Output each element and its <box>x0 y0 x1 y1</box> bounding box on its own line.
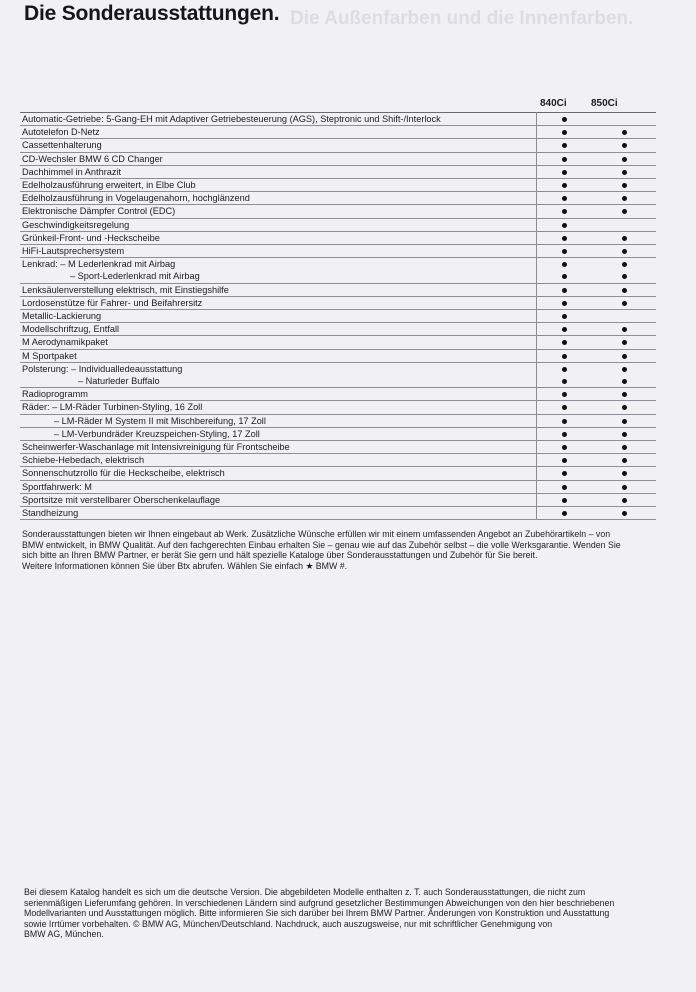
bullet-icon <box>622 130 627 135</box>
equipment-label-text: Lenkrad: – M Lederlenkrad mit Airbag <box>22 259 176 270</box>
equipment-label-text: – LM-Verbundräder Kreuzspeichen-Styling, 17 Zoll <box>54 428 260 439</box>
equipment-label <box>20 245 536 258</box>
table-row <box>20 507 656 520</box>
availability-850ci <box>592 179 656 192</box>
disclaimer-line: Bei diesem Katalog handelt es sich um die deutsche Version. Die abgebildeten Modelle enthalten z. T. auch Sonderausstattungen, die nicht zum <box>24 887 586 897</box>
table-row <box>20 165 656 178</box>
availability-840ci <box>536 179 592 192</box>
table-row <box>20 231 656 244</box>
availability-850ci <box>592 493 656 506</box>
bullet-icon <box>622 340 627 345</box>
bullet-icon <box>622 405 627 410</box>
bullet-icon <box>562 367 567 372</box>
bullet-icon <box>622 367 627 372</box>
availability-850ci <box>592 388 656 401</box>
availability-850ci <box>592 139 656 152</box>
availability-840ci <box>536 441 592 454</box>
equipment-label <box>20 493 536 506</box>
availability-850ci <box>592 205 656 218</box>
equipment-label-text: Geschwindigkeitsregelung <box>22 219 130 230</box>
footnote <box>22 529 662 571</box>
bullet-icon <box>622 327 627 332</box>
availability-850ci <box>592 283 656 296</box>
availability-850ci <box>592 480 656 493</box>
bullet-icon <box>622 458 627 463</box>
bullet-icon <box>562 274 567 279</box>
equipment-label <box>20 441 536 454</box>
bullet-icon <box>562 262 567 267</box>
bullet-icon <box>622 274 627 279</box>
availability-850ci <box>592 414 656 427</box>
equipment-label <box>20 192 536 205</box>
availability-850ci <box>592 165 656 178</box>
availability-840ci <box>536 270 592 283</box>
table-row <box>20 427 656 440</box>
equipment-label-text: – LM-Räder M System II mit Mischbereifung, 17 Zoll <box>54 415 266 426</box>
bullet-icon <box>562 157 567 162</box>
equipment-label <box>20 454 536 467</box>
bullet-icon <box>622 445 627 450</box>
bullet-icon <box>562 183 567 188</box>
equipment-label <box>20 336 536 349</box>
bullet-icon <box>562 223 567 228</box>
equipment-label-text: Polsterung: – Individualledeausstattung <box>22 363 183 374</box>
equipment-label <box>20 139 536 152</box>
availability-850ci <box>592 336 656 349</box>
bullet-icon <box>622 432 627 437</box>
bullet-icon <box>622 262 627 267</box>
bullet-icon <box>622 485 627 490</box>
bullet-icon <box>622 301 627 306</box>
equipment-label-text: Dachhimmel in Anthrazit <box>22 166 122 177</box>
availability-840ci <box>536 258 592 271</box>
availability-850ci <box>592 362 656 375</box>
availability-850ci <box>592 310 656 323</box>
table-row <box>20 362 656 375</box>
bullet-icon <box>622 511 627 516</box>
table-row <box>20 205 656 218</box>
equipment-label-text: Cassettenhalterung <box>22 140 102 151</box>
table-row <box>20 401 656 414</box>
equipment-label-text: Scheinwerfer-Waschanlage mit Intensivreinigung für Frontscheibe <box>22 442 290 453</box>
disclaimer <box>24 887 664 940</box>
equipment-label-text: Autotelefon D-Netz <box>22 127 100 138</box>
availability-840ci <box>536 310 592 323</box>
availability-850ci <box>592 218 656 231</box>
availability-850ci <box>592 441 656 454</box>
table-row <box>20 113 656 126</box>
disclaimer-line: serienmäßigen Lieferumfang gehören. In verschiedenen Ländern sind aufgrund gesetzlicher Bestimmungen Abweichungen von den hier beschriebenen <box>24 897 615 908</box>
availability-840ci <box>536 296 592 309</box>
bullet-icon <box>562 288 567 293</box>
bullet-icon <box>622 236 627 241</box>
availability-840ci <box>536 192 592 205</box>
footnote-line: BMW entwickelt, in BMW Qualität. Auf den fachgerechten Einbau erhalten Sie – genau wie auf das Zubehör selbst – die volle Werksgarantie. Wenden Sie <box>22 539 621 550</box>
equipment-label-text: Lenksäulenverstellung elektrisch, mit Einstiegshilfe <box>22 284 229 295</box>
availability-840ci <box>536 362 592 375</box>
equipment-label <box>20 375 536 388</box>
bullet-icon <box>562 117 567 122</box>
table-row <box>20 192 656 205</box>
bullet-icon <box>622 392 627 397</box>
availability-850ci <box>592 401 656 414</box>
page-title: Die Sonderausstattungen. <box>24 2 280 25</box>
availability-850ci <box>592 245 656 258</box>
availability-840ci <box>536 113 592 126</box>
availability-840ci <box>536 336 592 349</box>
column-header-850ci: 850Ci <box>591 98 618 109</box>
bullet-icon <box>622 419 627 424</box>
bullet-icon <box>562 498 567 503</box>
availability-840ci <box>536 218 592 231</box>
equipment-label <box>20 205 536 218</box>
availability-840ci <box>536 283 592 296</box>
disclaimer-line: BMW AG, München. <box>24 929 104 940</box>
bullet-icon <box>562 485 567 490</box>
disclaimer-line: sowie Irrtümer vorbehalten. © BMW AG, München/Deutschland. Nachdruck, auch auszugsweise, nur mit schriftlicher Genehmigung von <box>24 918 553 929</box>
equipment-label <box>20 388 536 401</box>
bullet-icon <box>562 143 567 148</box>
equipment-label-text: Sportsitze mit verstellbarer Oberschenkelauflage <box>22 494 221 505</box>
bullet-icon <box>622 379 627 384</box>
bullet-icon <box>562 405 567 410</box>
availability-840ci <box>536 245 592 258</box>
bullet-icon <box>562 170 567 175</box>
bullet-icon <box>562 458 567 463</box>
bullet-icon <box>562 392 567 397</box>
availability-840ci <box>536 454 592 467</box>
availability-850ci <box>592 231 656 244</box>
equipment-label <box>20 218 536 231</box>
equipment-label-text: – Sport-Lederlenkrad mit Airbag <box>70 271 200 282</box>
table-row <box>20 296 656 309</box>
bullet-icon <box>622 354 627 359</box>
bullet-icon <box>622 498 627 503</box>
equipment-label-text: – Naturleder Buffalo <box>78 376 160 387</box>
availability-840ci <box>536 323 592 336</box>
bullet-icon <box>562 471 567 476</box>
equipment-table-body <box>20 113 656 520</box>
equipment-label-text: Grünkeil-Front- und -Heckscheibe <box>22 232 160 243</box>
bullet-icon <box>562 314 567 319</box>
availability-840ci <box>536 414 592 427</box>
availability-850ci <box>592 113 656 126</box>
footnote-line: Weitere Informationen können Sie über Btx abrufen. Wählen Sie einfach ★ BMW #. <box>22 560 348 571</box>
equipment-label <box>20 414 536 427</box>
equipment-label <box>20 258 536 271</box>
bullet-icon <box>622 143 627 148</box>
availability-850ci <box>592 152 656 165</box>
availability-850ci <box>592 126 656 139</box>
bullet-icon <box>562 419 567 424</box>
availability-840ci <box>536 139 592 152</box>
availability-840ci <box>536 427 592 440</box>
table-row <box>20 126 656 139</box>
table-row <box>20 493 656 506</box>
availability-850ci <box>592 349 656 362</box>
equipment-label <box>20 283 536 296</box>
table-row <box>20 323 656 336</box>
availability-840ci <box>536 349 592 362</box>
equipment-label <box>20 165 536 178</box>
equipment-label-text: Sonnenschutzrollo für die Heckscheibe, elektrisch <box>22 468 225 479</box>
equipment-label-text: Schiebe-Hebedach, elektrisch <box>22 455 145 466</box>
availability-840ci <box>536 375 592 388</box>
equipment-label-text: Modellschriftzug, Entfall <box>22 324 120 335</box>
equipment-table <box>20 112 656 520</box>
availability-840ci <box>536 165 592 178</box>
availability-850ci <box>592 270 656 283</box>
equipment-label-text: Metallic-Lackierung <box>22 311 102 322</box>
equipment-label <box>20 231 536 244</box>
bullet-icon <box>622 170 627 175</box>
equipment-label <box>20 179 536 192</box>
table-row <box>20 139 656 152</box>
availability-840ci <box>536 126 592 139</box>
availability-840ci <box>536 467 592 480</box>
bullet-icon <box>562 130 567 135</box>
equipment-label-text: Edelholzausführung in Vogelaugenahorn, hochglänzend <box>22 193 250 204</box>
availability-850ci <box>592 192 656 205</box>
ghost-title: Die Außenfarben und die Innenfarben. <box>290 8 634 29</box>
table-row <box>20 480 656 493</box>
table-row <box>20 270 656 283</box>
bullet-icon <box>562 249 567 254</box>
availability-850ci <box>592 258 656 271</box>
equipment-label <box>20 467 536 480</box>
availability-850ci <box>592 454 656 467</box>
footnote-line: sich bitte an Ihren BMW Partner, er berät Sie gern und hält spezielle Kataloge über Sonderausstattungen und Zubehör für Sie bereit. <box>22 550 538 561</box>
equipment-label <box>20 362 536 375</box>
equipment-label <box>20 401 536 414</box>
equipment-label-text: M Aerodynamikpaket <box>22 337 108 348</box>
table-row <box>20 454 656 467</box>
equipment-label-text: Räder: – LM-Räder Turbinen-Styling, 16 Zoll <box>22 402 203 413</box>
table-row <box>20 336 656 349</box>
table-row <box>20 310 656 323</box>
availability-840ci <box>536 205 592 218</box>
table-row <box>20 258 656 271</box>
table-row <box>20 414 656 427</box>
equipment-label-text: Elektronische Dämpfer Control (EDC) <box>22 206 176 217</box>
equipment-label-text: Sportfahrwerk: M <box>22 481 92 492</box>
equipment-label <box>20 296 536 309</box>
column-header-840ci: 840Ci <box>540 98 567 109</box>
bullet-icon <box>622 249 627 254</box>
equipment-label-text: HiFi-Lautsprechersystem <box>22 246 125 257</box>
bullet-icon <box>622 209 627 214</box>
disclaimer-line: Modellvarianten und Ausstattungen möglich. Bitte informieren Sie sich darüber bei Ihrem BMW Partner. Änderungen von Konstruktion und Ausstattung <box>24 908 610 919</box>
table-row <box>20 152 656 165</box>
table-row <box>20 441 656 454</box>
bullet-icon <box>562 379 567 384</box>
availability-840ci <box>536 493 592 506</box>
availability-850ci <box>592 323 656 336</box>
equipment-label-text: Standheizung <box>22 508 79 519</box>
availability-850ci <box>592 507 656 520</box>
availability-840ci <box>536 152 592 165</box>
bullet-icon <box>562 511 567 516</box>
table-row <box>20 375 656 388</box>
equipment-label-text: Radioprogramm <box>22 389 88 400</box>
bullet-icon <box>562 196 567 201</box>
bullet-icon <box>562 327 567 332</box>
bullet-icon <box>562 301 567 306</box>
equipment-label-text: CD-Wechsler BMW 6 CD Changer <box>22 153 163 164</box>
table-row <box>20 218 656 231</box>
equipment-label <box>20 152 536 165</box>
availability-840ci <box>536 480 592 493</box>
bullet-icon <box>622 196 627 201</box>
bullet-icon <box>562 340 567 345</box>
availability-840ci <box>536 388 592 401</box>
table-row <box>20 467 656 480</box>
bullet-icon <box>562 236 567 241</box>
bullet-icon <box>562 445 567 450</box>
equipment-label-text: M Sportpaket <box>22 350 77 361</box>
availability-850ci <box>592 427 656 440</box>
availability-840ci <box>536 231 592 244</box>
table-row <box>20 179 656 192</box>
equipment-label <box>20 349 536 362</box>
availability-850ci <box>592 467 656 480</box>
table-row <box>20 349 656 362</box>
availability-850ci <box>592 375 656 388</box>
table-row <box>20 283 656 296</box>
footnote-line: Sonderausstattungen bieten wir Ihnen eingebaut ab Werk. Zusätzliche Wünsche erfüllen wir mit einem umfassenden Angebot an Zubehörartikeln – von <box>22 529 611 539</box>
availability-840ci <box>536 401 592 414</box>
equipment-label <box>20 323 536 336</box>
equipment-label <box>20 480 536 493</box>
bullet-icon <box>562 432 567 437</box>
equipment-label <box>20 270 536 283</box>
bullet-icon <box>562 354 567 359</box>
availability-850ci <box>592 296 656 309</box>
equipment-label-text: Automatic-Getriebe: 5-Gang-EH mit Adaptiver Getriebesteuerung (AGS), Steptronic und Shift-/Interlock <box>22 114 441 124</box>
equipment-label <box>20 310 536 323</box>
equipment-label <box>20 126 536 139</box>
equipment-label <box>20 507 536 520</box>
equipment-label-text: Lordosenstütze für Fahrer- und Beifahrersitz <box>22 297 203 308</box>
bullet-icon <box>622 471 627 476</box>
table-row <box>20 388 656 401</box>
bullet-icon <box>622 288 627 293</box>
bullet-icon <box>622 183 627 188</box>
availability-840ci <box>536 507 592 520</box>
equipment-label <box>20 427 536 440</box>
table-row <box>20 245 656 258</box>
equipment-label-text: Edelholzausführung erweitert, in Elbe Club <box>22 180 196 191</box>
equipment-label <box>20 113 536 126</box>
bullet-icon <box>562 209 567 214</box>
bullet-icon <box>622 157 627 162</box>
